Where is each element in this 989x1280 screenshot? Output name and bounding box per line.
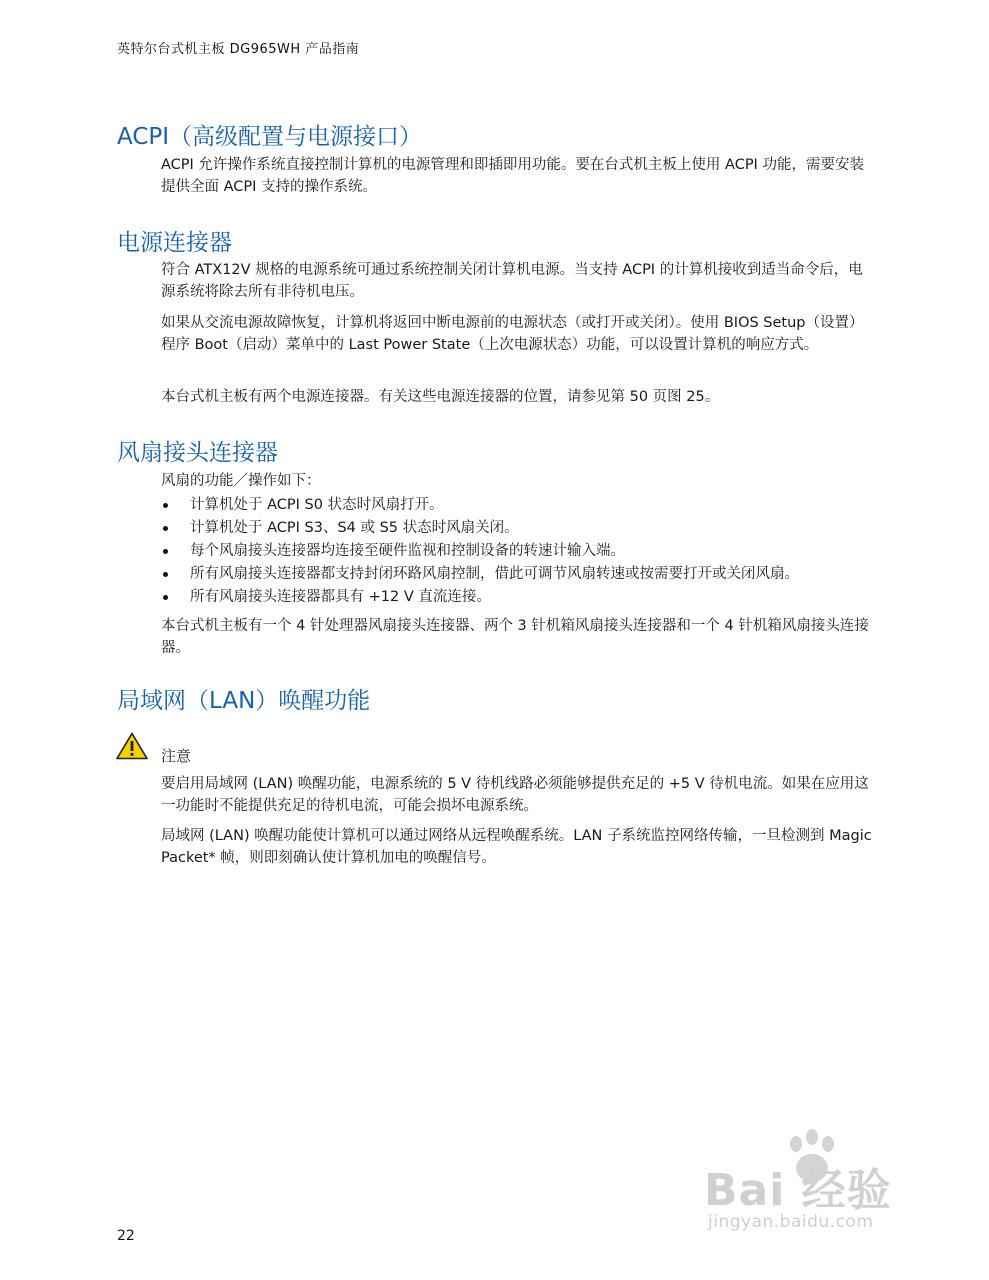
power-paragraph-2: 如果从交流电源故障恢复，计算机将返回中断电源前的电源状态（或打开或关闭）。使用 BIOS Setup（设置）程序 Boot（启动）菜单中的 Last Power State（上次电源状态）功能，可以设置计算机的响应方式。 [161, 315, 864, 353]
bullet-icon [163, 526, 168, 531]
list-item: 所有风扇接头连接器都支持封闭环路风扇控制，借此可调节风扇转速或按需要打开或关闭风扇。 [161, 563, 876, 586]
fan-paragraph-end: 本台式机主板有一个 4 针处理器风扇接头连接器、两个 3 针机箱风扇接头连接器和一个 4 针机箱风扇接头连接器。 [161, 618, 869, 656]
list-item: 计算机处于 ACPI S0 状态时风扇打开。 [161, 494, 876, 517]
running-header: 英特尔台式机主板 DG965WH 产品指南 [117, 42, 360, 57]
bullet-icon [163, 503, 168, 508]
bullet-icon [163, 595, 168, 600]
section-heading-lan-wake: 局域网（LAN）唤醒功能 [117, 688, 371, 714]
warning-icon [116, 732, 148, 760]
fan-intro: 风扇的功能／操作如下： [161, 473, 321, 489]
baidu-jingyan-watermark [700, 1128, 940, 1240]
watermark-brand: Bai 经验 [704, 1165, 892, 1216]
section-heading-acpi: ACPI（高级配置与电源接口） [117, 124, 423, 150]
page-number: 22 [117, 1228, 135, 1244]
section-heading-fan-header: 风扇接头连接器 [117, 440, 278, 466]
list-item: 每个风扇接头连接器均连接至硬件监视和控制设备的转速计输入端。 [161, 540, 876, 563]
bullet-icon [163, 572, 168, 577]
power-paragraph-3: 本台式机主板有两个电源连接器。有关这些电源连接器的位置，请参见第 50 页图 25。 [161, 389, 720, 405]
watermark-url: jingyan.baidu.com [708, 1212, 874, 1232]
fan-bullet-list [161, 494, 876, 609]
lan-note-text: 要启用局域网 (LAN) 唤醒功能，电源系统的 5 V 待机线路必须能够提供充足的 +5 V 待机电流。如果在应用这一功能时不能提供充足的待机电流，可能会损坏电源系统。 [161, 776, 869, 814]
acpi-paragraph: ACPI 允许操作系统直接控制计算机的电源管理和即插即用功能。要在台式机主板上使用 ACPI 功能，需要安装提供全面 ACPI 支持的操作系统。 [161, 157, 864, 195]
list-item: 计算机处于 ACPI S3、S4 或 S5 状态时风扇关闭。 [161, 517, 876, 540]
list-item: 所有风扇接头连接器都具有 +12 V 直流连接。 [161, 586, 876, 609]
section-heading-power-connector: 电源连接器 [117, 230, 232, 256]
power-paragraph-1: 符合 ATX12V 规格的电源系统可通过系统控制关闭计算机电源。当支持 ACPI 的计算机接收到适当命令后，电源系统将除去所有非待机电压。 [161, 262, 863, 300]
bullet-icon [163, 549, 168, 554]
note-label: 注意 [161, 747, 192, 765]
lan-paragraph: 局域网 (LAN) 唤醒功能使计算机可以通过网络从远程唤醒系统。LAN 子系统监控网络传输，一旦检测到 Magic Packet* 帧，则即刻确认使计算机加电的唤醒信号。 [161, 828, 872, 866]
